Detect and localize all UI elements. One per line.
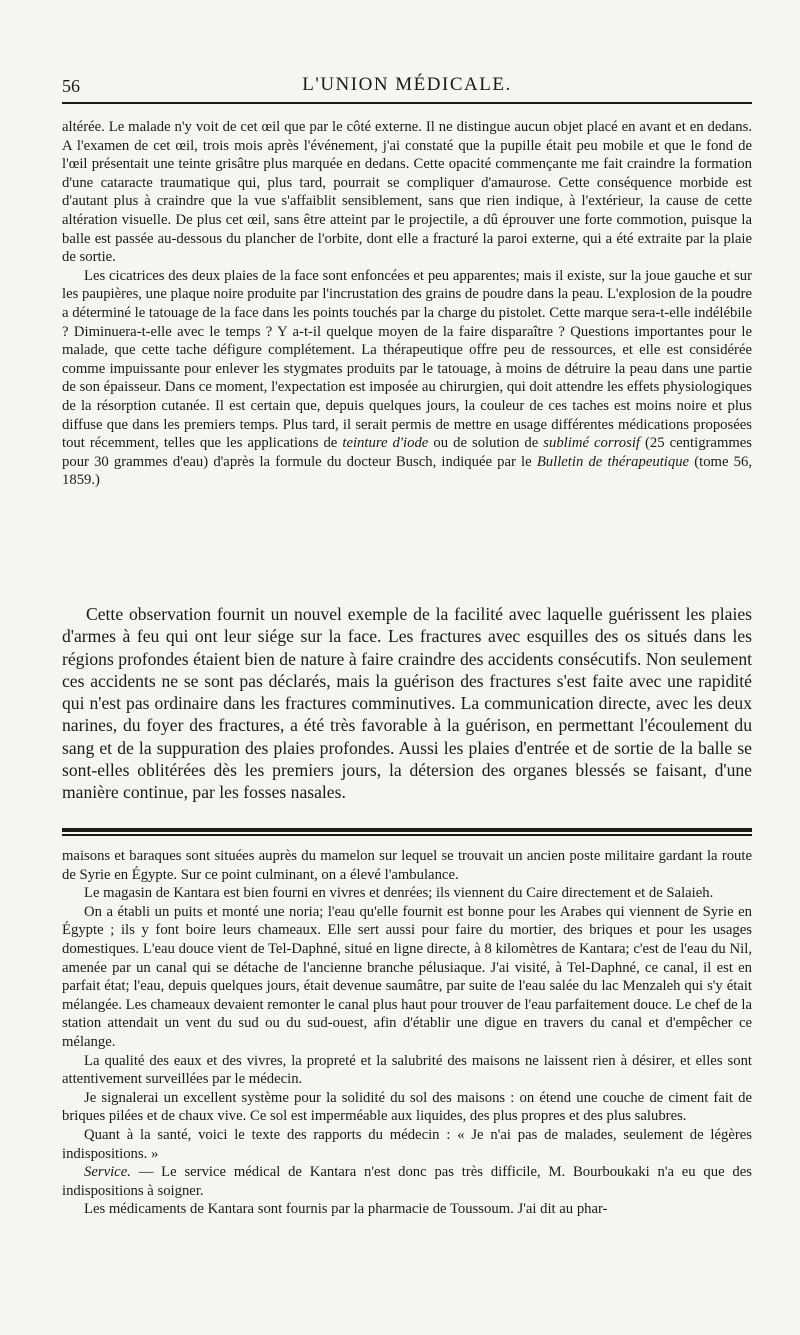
divider-thick-line: [62, 828, 752, 832]
paragraph-health: Quant à la santé, voici le texte des rapports du médecin : « Je n'ai pas de malades, seulement de légères indispositions. »: [62, 1126, 752, 1162]
page-header: [62, 70, 752, 100]
paragraph-floor: Je signalerai un excellent système pour la solidité du sol des maisons : on étend une couche de ciment fait de briques pilées et de chaux vive. Ce sol est imperméable aux liquides, des plus propres et des plus salubres.: [62, 1089, 752, 1125]
paragraph-service: [62, 1163, 752, 1200]
scars-text-after: (25 centigrammes pour 30 grammes d'eau) d'après la formule du docteur Busch, indiquée par le: [62, 435, 753, 470]
section-divider: [62, 828, 752, 836]
paragraph-quality: La qualité des eaux et des vivres, la propreté et la salubrité des maisons ne laissent rien à désirer, et elles sont attentivement surveillées par le médecin.: [62, 1052, 752, 1088]
scars-text-mid: ou de solution de: [433, 435, 539, 452]
observation-conclusion: [62, 603, 752, 804]
scars-emphasis-bulletin: Bulletin de thérapeutique: [536, 453, 690, 470]
paragraph-altered-vision: altérée. Le malade n'y voit de cet œil que par le côté externe. Il ne distingue aucun objet placé en avant et en dedans. A l'examen de cet œil, trois mois après l'événement, j'ai constaté que la pupille était peu mobile et que le fond de l'œil présentait une teinte grisâtre plus marquée en dedans. Cette opacité commençante me fait craindre la formation d'une cataracte traumatique qui, plus tard, pourrait se compliquer d'amaurose. Cette conséquence morbide est d'autant plus à craindre que la vue s'affaiblit sensiblement, sans que rien indique, à l'extérieur, la cause de cette altération visuelle. De plus cet œil, sans être atteint par le projectile, a dû éprouver une forte commotion, puisque la balle est passée au-dessous du plancher de l'orbite, dont elle a fracturé la paroi externe, qui a été extraite par la plaie de sortie.: [62, 119, 752, 266]
paragraph-scars: [62, 267, 752, 490]
paragraph-well: On a établi un puits et monté une noria; l'eau qu'elle fournit est bonne pour les Arabes qui viennent de Syrie en Égypte ; ils y font boire leurs chameaux. Elle sert aussi pour faire du mortier, des briques et pour les usages domestiques. L'eau douce vient de Tel-Daphné, situé en ligne directe, à 8 kilomètres de Kantara; c'est de l'eau du Nil, amenée par un canal qui se détache de l'ancienne branche pélusiaque. J'ai visité, à Tel-Daphné, ce canal, il est en parfait état; l'eau, depuis quelques jours, était devenue saumâtre, par suite de l'eau salée du lac Menzaleh qui s'y était mélangée. Les chameaux devaient remonter le canal plus haut pour trouver de l'eau parfaitement douce. Le chef de la station attendait un vent du sud ou du sud-ouest, afin d'établir une digue en travers du canal et d'empêcher ce mélange.: [62, 903, 752, 1050]
paragraph-conclusion: Cette observation fournit un nouvel exemple de la facilité avec laquelle guérissent les plaies d'armes à feu qui ont leur siége sur la face. Les fractures avec esquilles des os situés dans les régions profondes étaient bien de nature à faire craindre des accidents consécutifs. Non seulement ces accidents ne se sont pas déclarés, mais la guérison des fractures s'est faite avec une rapidité qui n'est pas ordinaire dans les fractures comminutives. La communication directe, avec les deux narines, du foyer des fractures, a été très favorable à la guérison, en permettant l'écoulement du sang et de la suppuration des plaies profondes. Aussi les plaies d'entrée et de sortie de la balle se sont-elles oblitérées dès les premiers jours, la détersion des organes blessés se faisant, d'une manière continue, par les fosses nasales.: [62, 604, 752, 803]
divider-thin-line: [62, 834, 752, 836]
scars-text: Les cicatrices des deux plaies de la face sont enfoncées et peu apparentes; mais il existe, sur la joue gauche et sur les paupières, une plaque noire produite par l'incrustation des grains de poudre dans la peau. L'explosion de la poudre a déterminé le tatouage de la face dans les points touchés par la charge du pistolet. Cette marque sera-t-elle indélébile ? Diminuera-t-elle avec le temps ? Y a-t-il quelque moyen de la faire disparaître ? Questions importantes pour le malade, que cette tache défigure complétement. La thérapeutique offre peu de ressources, et elle est considérée comme impuissante pour enlever les stygmates produits par le tatouage, à moins de détruire la peau dans une partie de son épaisseur. Dans ce moment, l'expectation est imposée au chirurgien, qui doit attendre les effets physiologiques de la résorption cutanée. Il est certain que, depuis quelques jours, la couleur de ces taches est moins noire et plus diffuse que dans les premiers temps. Plus tard, il serait permis de mettre en usage différentes médications proposées tout récemment, telles que les applications de: [62, 267, 752, 452]
paragraph-store: Le magasin de Kantara est bien fourni en vivres et denrées; ils viennent du Caire directement et de Salaieh.: [84, 885, 714, 902]
service-text: — Le service médical de Kantara n'est donc pas très difficile, M. Bourboukaki n'a eu que des indispositions à soigner.: [62, 1164, 753, 1199]
kantara-report: [62, 847, 752, 1219]
scars-emphasis-sublimate: sublimé corrosif: [543, 435, 640, 452]
paragraph-houses: maisons et baraques sont situées auprès du mamelon sur lequel se trouvait un ancien poste militaire gardant la route de Syrie en Égypte. Sur ce point culminant, on a élevé l'ambulance.: [62, 848, 752, 883]
page-number: 56: [62, 76, 80, 96]
header-rule: [62, 102, 752, 104]
scars-emphasis-iodine: teinture d'iode: [342, 435, 429, 452]
running-title: L'UNION MÉDICALE.: [302, 74, 512, 95]
scars-text-end: (tome 56, 1859.): [62, 453, 752, 489]
article-continuation: [62, 118, 752, 490]
service-heading: Service.: [84, 1164, 131, 1181]
paragraph-medicines: Les médicaments de Kantara sont fournis par la pharmacie de Toussoum. J'ai dit au phar-: [84, 1201, 608, 1218]
